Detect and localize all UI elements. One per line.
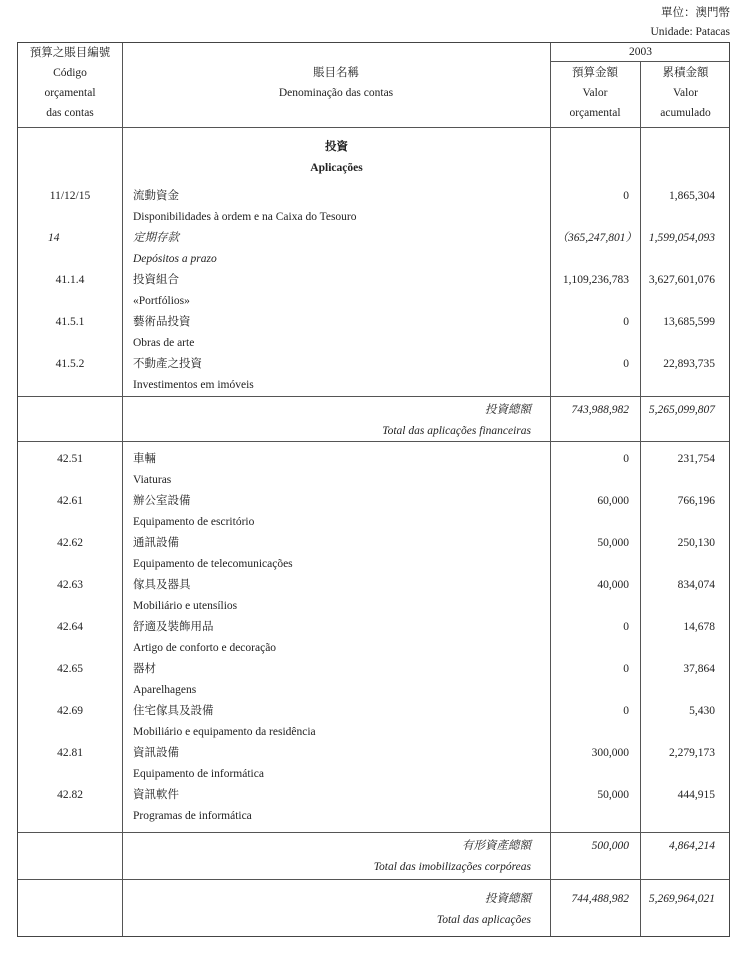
row-code: 41.5.1: [55, 316, 85, 328]
row-name-zh: 資訊軟件: [133, 789, 179, 801]
row-name-zh: 定期存款: [133, 232, 179, 244]
header-code-pt-1: Código: [53, 67, 87, 79]
total-applications-accumulated: 5,269,964,021: [648, 893, 715, 905]
row-name-pt: Obras de arte: [133, 337, 195, 349]
row-code: 42.62: [57, 537, 83, 549]
row-name-zh: 藝術品投資: [133, 316, 191, 328]
section-title-pt: Aplicações: [310, 162, 363, 174]
row-name-pt: Investimentos em imóveis: [133, 379, 254, 391]
row-accumulated: 834,074: [677, 579, 715, 591]
row-accumulated: 766,196: [677, 495, 715, 507]
row-budget: （365,247,801）: [556, 232, 637, 244]
row-name-pt: Equipamento de escritório: [133, 516, 255, 528]
row-name-zh: 流動資金: [133, 190, 179, 202]
row-accumulated: 1,599,054,093: [648, 232, 715, 244]
row-code: 41.1.4: [55, 274, 85, 286]
row-code: 42.82: [57, 789, 83, 801]
col-divider: [550, 43, 551, 936]
row-name-pt: Disponibilidades à ordem e na Caixa do Tesouro: [133, 211, 357, 223]
row-divider: [18, 396, 729, 397]
row-name-pt: Aparelhagens: [133, 684, 197, 696]
row-name-pt: Depósitos a prazo: [133, 253, 217, 265]
row-accumulated: 231,754: [677, 453, 715, 465]
row-budget: 50,000: [597, 537, 629, 549]
row-name-pt: Viaturas: [133, 474, 172, 486]
row-code: 42.51: [57, 453, 83, 465]
row-name-zh: 不動產之投資: [133, 358, 202, 370]
unit-label-zh: 單位：澳門幣: [661, 7, 730, 19]
row-accumulated: 13,685,599: [663, 316, 715, 328]
col-divider: [640, 61, 641, 936]
header-budget-pt-1: Valor: [582, 87, 608, 99]
row-name-pt: «Portfólios»: [133, 295, 190, 307]
total-financial-pt: Total das aplicações financeiras: [382, 425, 531, 437]
header-name-pt: Denominação das contas: [278, 87, 394, 99]
row-name-pt: Equipamento de telecomunicações: [133, 558, 293, 570]
header-code-zh: 預算之賬目編號: [29, 47, 111, 59]
total-tangible-budget: 500,000: [591, 840, 629, 852]
row-accumulated: 37,864: [683, 663, 715, 675]
row-accumulated: 22,893,735: [663, 358, 715, 370]
row-name-zh: 辦公室設備: [133, 495, 191, 507]
header-acc-pt-1: Valor: [673, 87, 698, 99]
total-applications-pt: Total das aplicações: [436, 914, 531, 926]
row-name-zh: 通訊設備: [133, 537, 179, 549]
header-budget: [550, 63, 640, 123]
row-code: 42.65: [57, 663, 83, 675]
total-applications-budget: 744,488,982: [571, 893, 629, 905]
header-divider: [18, 127, 729, 128]
row-budget: 0: [623, 316, 629, 328]
row-code: 42.69: [57, 705, 83, 717]
row-code: 42.64: [57, 621, 83, 633]
row-name-pt: Equipamento de informática: [133, 768, 264, 780]
section-title-zh: 投資: [325, 141, 348, 153]
header-code: [18, 43, 122, 123]
header-budget-zh: 預算金額: [572, 67, 618, 79]
row-code: 42.61: [57, 495, 83, 507]
total-tangible-accumulated: 4,864,214: [669, 840, 715, 852]
row-name-zh: 傢具及器具: [133, 579, 191, 591]
row-budget: 0: [623, 453, 629, 465]
row-budget: 300,000: [591, 747, 629, 759]
row-name-zh: 資訊設備: [133, 747, 179, 759]
total-tangible-pt: Total das imobilizações corpóreas: [373, 861, 531, 873]
row-accumulated: 2,279,173: [669, 747, 715, 759]
row-budget: 50,000: [597, 789, 629, 801]
row-name-zh: 住宅傢具及設備: [133, 705, 214, 717]
row-name-zh: 舒適及裝飾用品: [133, 621, 214, 633]
header-acc-pt-2: acumulado: [660, 107, 711, 119]
header-code-pt-2: orçamental: [44, 87, 96, 99]
row-divider: [18, 879, 729, 880]
header-acc-zh: 累積金額: [662, 67, 709, 79]
total-financial-zh: 投資總額: [485, 404, 531, 416]
total-financial-budget: 743,988,982: [571, 404, 629, 416]
row-budget: 0: [623, 705, 629, 717]
col-divider: [122, 43, 123, 936]
header-year: 2003: [629, 46, 652, 58]
total-applications-zh: 投資總額: [485, 893, 531, 905]
row-code: 11/12/15: [49, 190, 91, 202]
row-name-pt: Mobiliário e equipamento da residência: [133, 726, 316, 738]
row-budget: 0: [623, 663, 629, 675]
row-accumulated: 5,430: [689, 705, 715, 717]
accounts-table: [17, 42, 730, 937]
total-tangible-zh: 有形資產總額: [462, 840, 531, 852]
row-budget: 60,000: [597, 495, 629, 507]
header-budget-pt-2: orçamental: [569, 107, 621, 119]
row-budget: 0: [623, 190, 629, 202]
header-name-zh: 賬目名稱: [313, 67, 359, 79]
row-code: 42.81: [57, 747, 83, 759]
row-budget: 0: [623, 358, 629, 370]
row-divider: [18, 441, 729, 442]
row-accumulated: 3,627,601,076: [648, 274, 715, 286]
row-accumulated: 250,130: [677, 537, 715, 549]
row-accumulated: 14,678: [683, 621, 715, 633]
row-name-pt: Programas de informática: [133, 810, 252, 822]
row-name-zh: 車輛: [133, 453, 156, 465]
row-budget: 1,109,236,783: [562, 274, 629, 286]
header-name: [122, 63, 550, 103]
row-code: 41.5.2: [55, 358, 85, 370]
row-code: 14: [48, 232, 60, 244]
row-divider: [18, 832, 729, 833]
row-budget: 40,000: [597, 579, 629, 591]
row-budget: 0: [623, 621, 629, 633]
row-name-zh: 投資組合: [133, 274, 179, 286]
unit-label-pt: Unidade: Patacas: [650, 26, 730, 38]
header-code-pt-3: das contas: [46, 107, 94, 119]
row-code: 42.63: [57, 579, 83, 591]
row-name-pt: Artigo de conforto e decoração: [133, 642, 277, 654]
total-financial-accumulated: 5,265,099,807: [648, 404, 715, 416]
header-accumulated: [640, 63, 731, 123]
row-name-zh: 器材: [133, 663, 156, 675]
row-accumulated: 444,915: [677, 789, 715, 801]
row-name-pt: Mobiliário e utensílios: [133, 600, 238, 612]
row-accumulated: 1,865,304: [669, 190, 715, 202]
